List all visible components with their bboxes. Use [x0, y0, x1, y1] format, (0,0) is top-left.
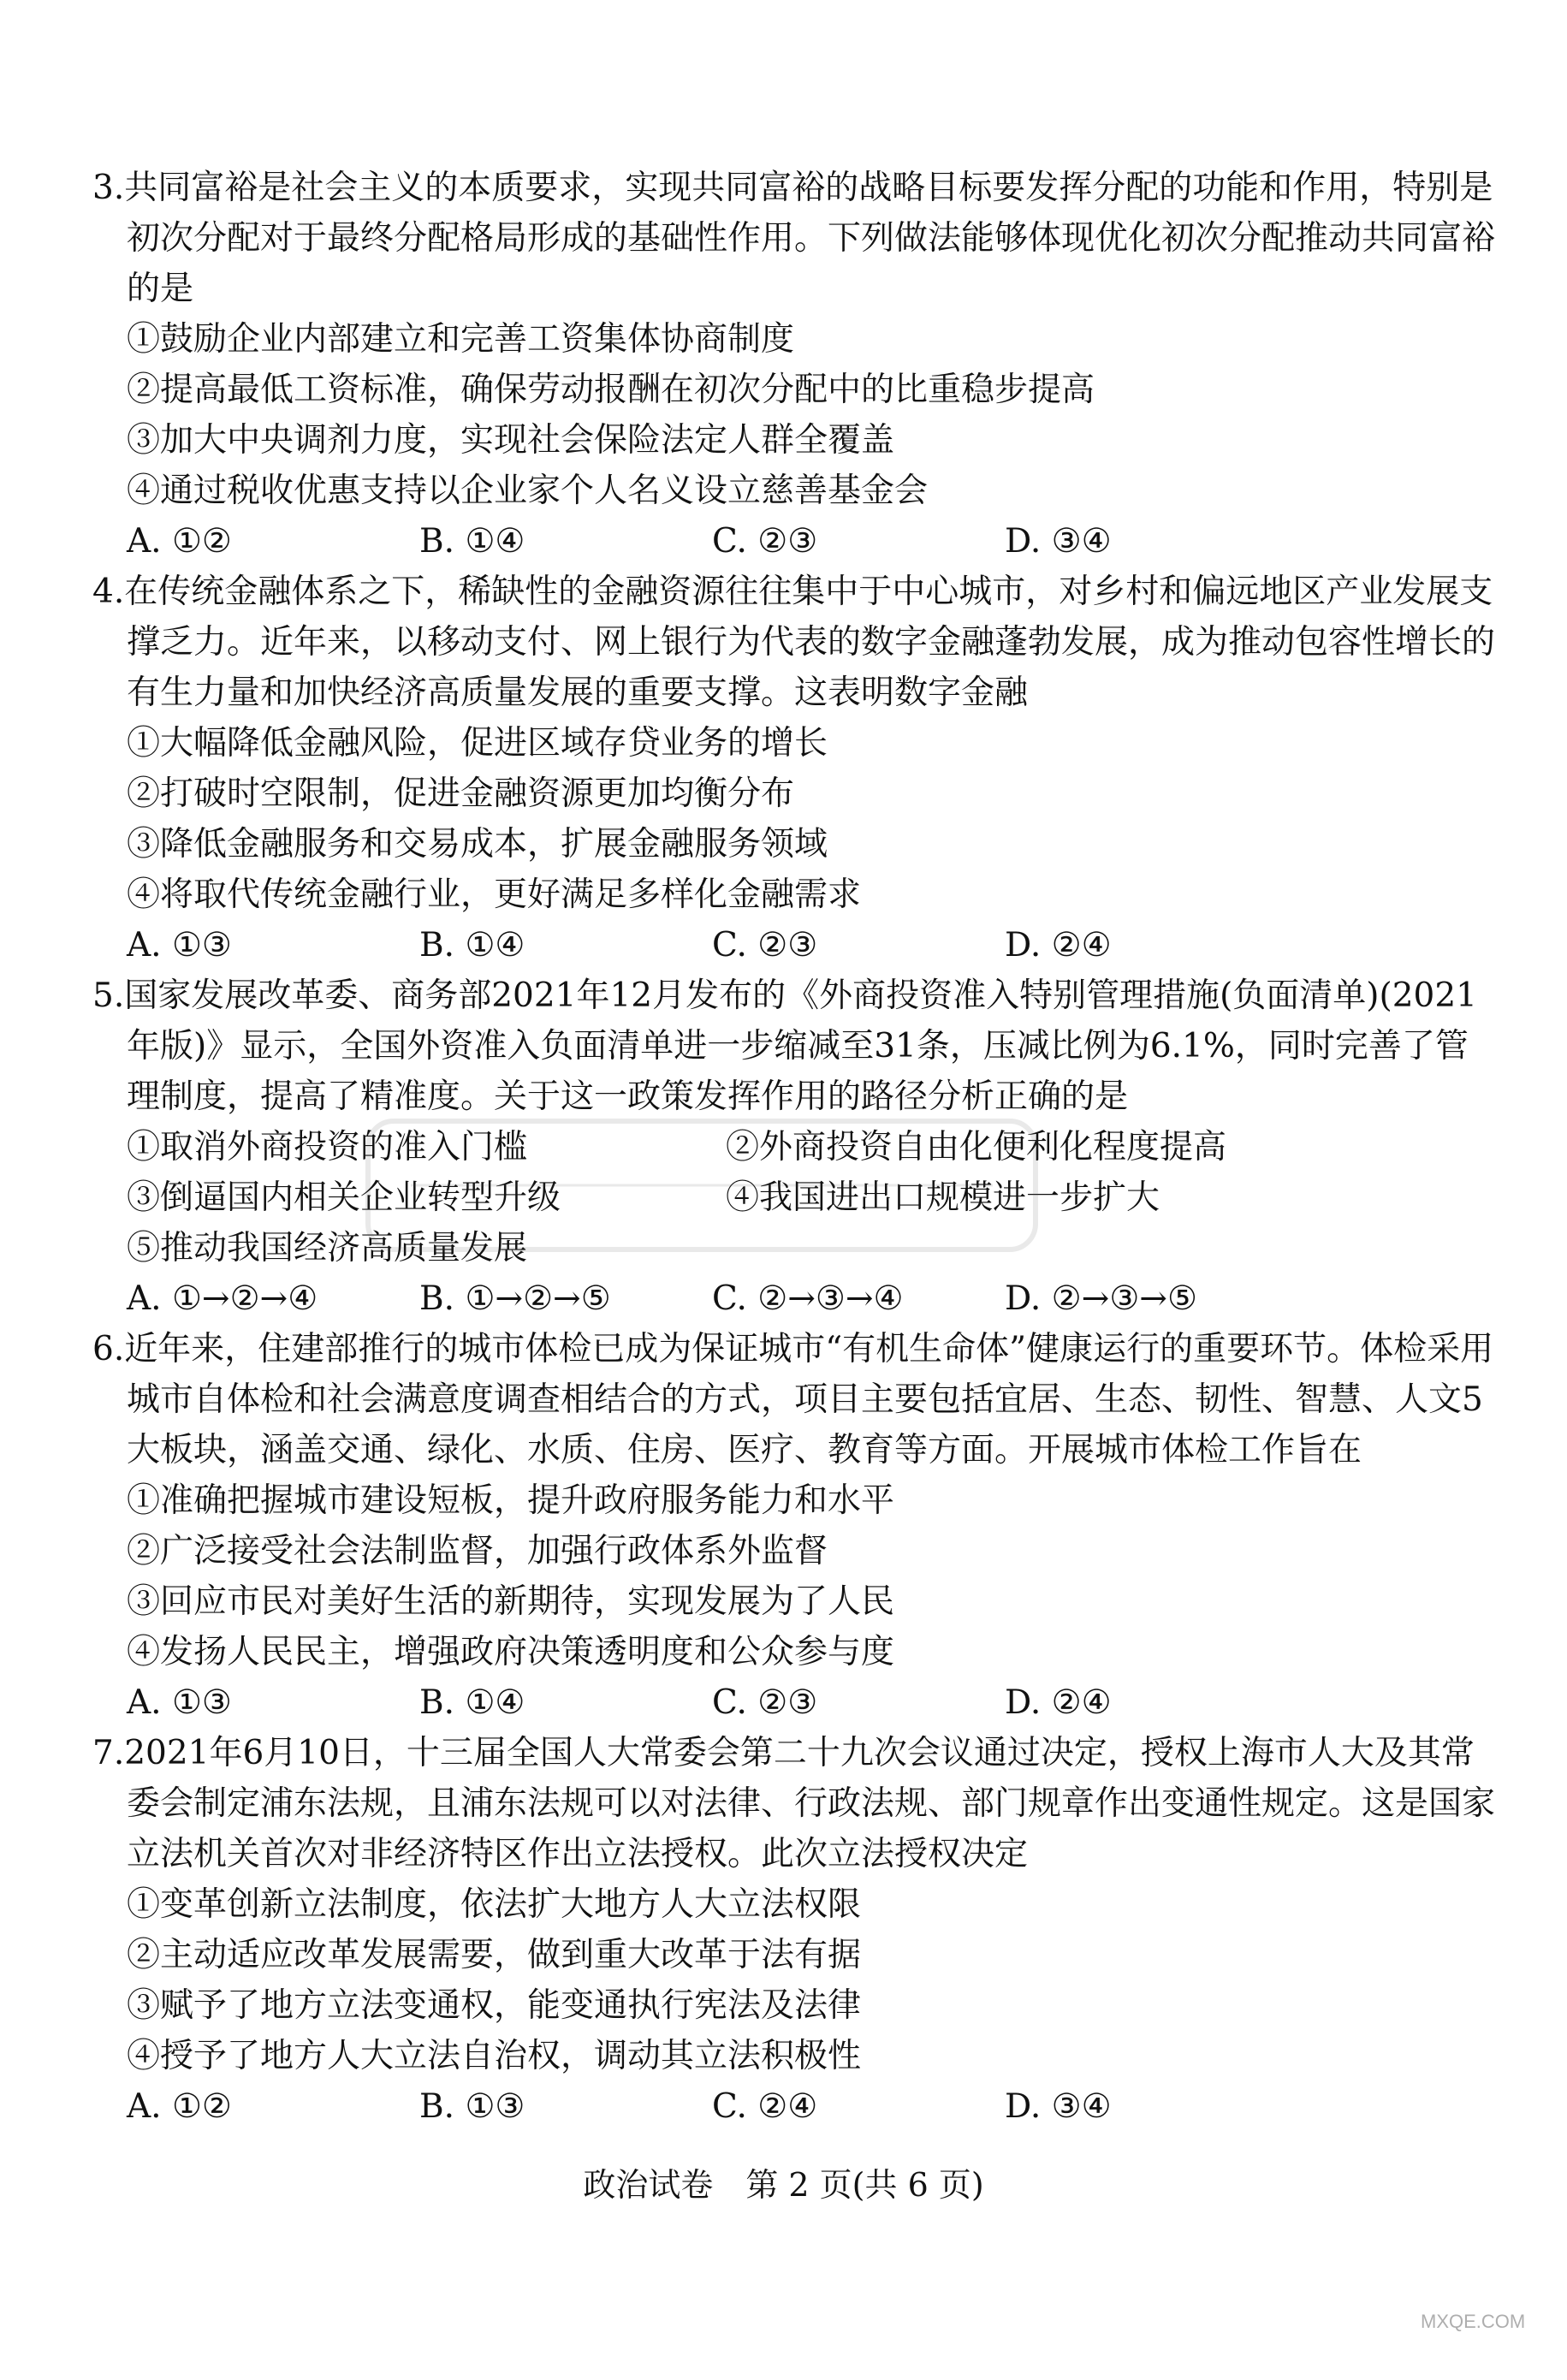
answer-choices: [127, 516, 1496, 567]
statement: ③赋予了地方立法变通权，能变通执行宪法及法律: [127, 1986, 862, 2025]
question-4: [92, 567, 1496, 970]
statement: ②提高最低工资标准，确保劳动报酬在初次分配中的比重稳步提高: [127, 371, 1095, 409]
question-3: [92, 163, 1496, 567]
question-7: [92, 1728, 1496, 2132]
statement: ⑤推动我国经济高质量发展: [127, 1229, 528, 1267]
question-stem: 3.共同富裕是社会主义的本质要求，实现共同富裕的战略目标要发挥分配的功能和作用，特别是初次分配对于最终分配格局形成的基础性作用。下列做法能够体现优化初次分配推动共同富裕的是: [92, 169, 1496, 308]
choice-c: C. ②③: [712, 522, 818, 561]
answer-choices: [127, 920, 1496, 970]
choice-b: B. ①④: [419, 926, 525, 964]
question-stem: 5.国家发展改革委、商务部2021年12月发布的《外商投资准入特别管理措施(负面清单)(2021年版)》显示，全国外资准入负面清单进一步缩减至31条，压减比例为6.1%，同时完善了管理制度，提高了精准度。关于这一政策发挥作用的路径分析正确的是: [92, 976, 1477, 1116]
choice-b: B. ①④: [419, 522, 525, 561]
choice-a: A. ①→②→④: [127, 1279, 318, 1318]
answer-choices: [127, 1273, 1496, 1324]
choice-d: D. ②④: [1005, 926, 1112, 964]
choice-d: D. ③④: [1005, 522, 1112, 561]
answer-choices: [127, 2081, 1496, 2132]
statement: ②广泛接受社会法制监督，加强行政体系外监督: [127, 1532, 828, 1570]
statement: ④通过税收优惠支持以企业家个人名义设立慈善基金会: [127, 472, 929, 510]
choice-d: D. ②④: [1005, 1683, 1112, 1722]
statement: ①变革创新立法制度，依法扩大地方人大立法权限: [127, 1885, 862, 1924]
statement: ②外商投资自由化便利化程度提高: [726, 1128, 1227, 1166]
statement: ①大幅降低金融风险，促进区域存贷业务的增长: [127, 724, 828, 763]
choice-c: C. ②→③→④: [712, 1279, 904, 1318]
statement: ②主动适应改革发展需要，做到重大改革于法有据: [127, 1936, 862, 1974]
page-footer: 政治试卷 第 2 页(共 6 页): [583, 2166, 984, 2204]
site-watermark: MXQE.COM: [1421, 2311, 1526, 2332]
choice-c: C. ②③: [712, 1683, 818, 1722]
answer-choices: [127, 1677, 1496, 1728]
statement: ④发扬人民民主，增强政府决策透明度和公众参与度: [127, 1633, 895, 1671]
statement: ③加大中央调剂力度，实现社会保险法定人群全覆盖: [127, 421, 895, 460]
statement: ①鼓励企业内部建立和完善工资集体协商制度: [127, 320, 795, 359]
watermark-stamp-icon: [359, 1104, 1044, 1267]
choice-d: D. ③④: [1005, 2087, 1112, 2126]
choice-a: A. ①②: [127, 522, 232, 561]
choice-a: A. ①③: [127, 1683, 232, 1722]
question-6: [92, 1324, 1496, 1728]
choice-b: B. ①→②→⑤: [419, 1279, 611, 1318]
choice-c: C. ②④: [712, 2087, 818, 2126]
statement: ③回应市民对美好生活的新期待，实现发展为了人民: [127, 1582, 895, 1621]
statement: ③倒逼国内相关企业转型升级: [127, 1178, 561, 1217]
question-stem: 7.2021年6月10日，十三届全国人大常委会第二十九次会议通过决定，授权上海市人大及其常委会制定浦东法规，且浦东法规可以对法律、行政法规、部门规章作出变通性规定。这是国家立法机关首次对非经济特区作出立法授权。此次立法授权决定: [92, 1734, 1496, 1873]
statement: ④授予了地方人大立法自治权，调动其立法积极性: [127, 2037, 862, 2075]
choice-a: A. ①③: [127, 926, 232, 964]
choice-a: A. ①②: [127, 2087, 232, 2126]
choice-b: B. ①④: [419, 1683, 525, 1722]
question-stem: 6.近年来，住建部推行的城市体检已成为保证城市“有机生命体”健康运行的重要环节。体检采用城市自体检和社会满意度调查相结合的方式，项目主要包括宜居、生态、韧性、智慧、人文5大板块，涵盖交通、绿化、水质、住房、医疗、教育等方面。开展城市体检工作旨在: [92, 1330, 1494, 1469]
choice-d: D. ②→③→⑤: [1005, 1279, 1197, 1318]
statement: ②打破时空限制，促进金融资源更加均衡分布: [127, 775, 795, 813]
statement: ④将取代传统金融行业，更好满足多样化金融需求: [127, 875, 862, 914]
choice-c: C. ②③: [712, 926, 818, 964]
choice-b: B. ①③: [419, 2087, 525, 2126]
statement: ④我国进出口规模进一步扩大: [726, 1178, 1160, 1217]
statement: ①准确把握城市建设短板，提升政府服务能力和水平: [127, 1481, 895, 1520]
question-stem: 4.在传统金融体系之下，稀缺性的金融资源往往集中于中心城市，对乡村和偏远地区产业发展支撑乏力。近年来，以移动支付、网上银行为代表的数字金融蓬勃发展，成为推动包容性增长的有生力量和加快经济高质量发展的重要支撑。这表明数字金融: [92, 573, 1496, 712]
statement: ①取消外商投资的准入门槛: [127, 1128, 528, 1166]
statement: ③降低金融服务和交易成本，扩展金融服务领域: [127, 825, 828, 864]
